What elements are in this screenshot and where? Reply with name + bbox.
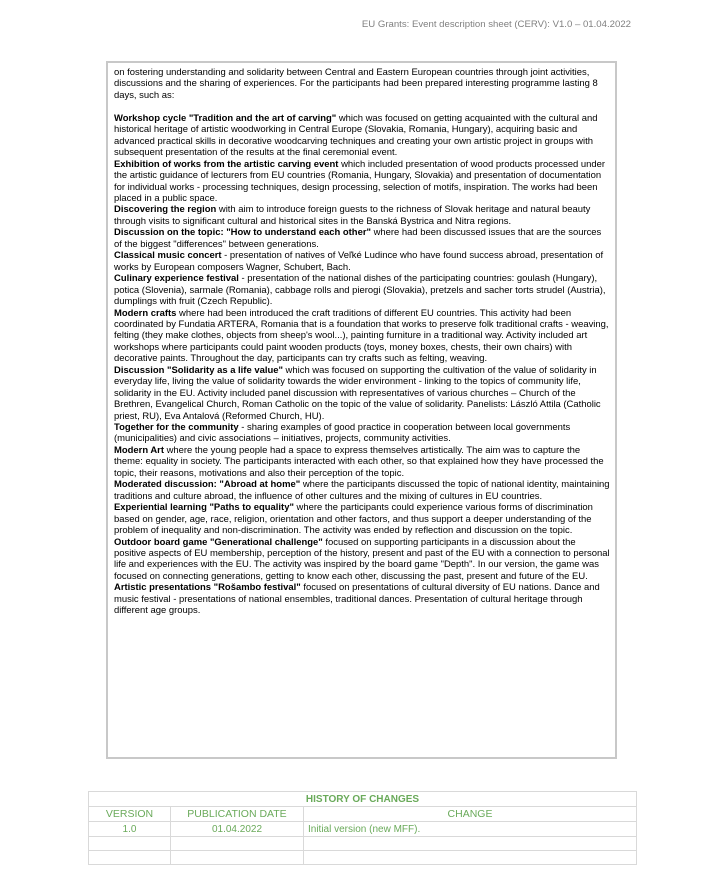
activity-paragraph xyxy=(114,422,610,445)
activity-text: - presentation of natives of Veľké Ludince who have found success abroad, presentation of works by European composers Wagner, Schubert, Bach. xyxy=(114,250,604,273)
empty-table-row xyxy=(89,851,637,865)
document-header: EU Grants: Event description sheet (CERV): V1.0 – 01.04.2022 xyxy=(361,19,631,30)
intro-paragraph: on fostering understanding and solidarity between Central and Eastern European countries through joint activities, discussions and the sharing of experiences. For the participants had been prepared interesting programme lasting 8 days, such as: xyxy=(114,67,598,101)
change-cell: Initial version (new MFF). xyxy=(304,822,637,837)
activity-title: Modern crafts xyxy=(114,307,177,319)
activity-title: Modern Art xyxy=(114,444,164,456)
activity-title: Classical music concert xyxy=(114,250,222,262)
activity-text: which was focused on supporting the cultivation of the value of solidarity in everyday life, living the value of solidarity towards the wider environment - linking to the topics of community life, solidarity in the EU. Activity included panel discussion with representatives of various churches – Church of the Brethren, Evangelical Church, Roman Catholic on the topic of the value of solidarity. Panelists: László Attila (Catholic priest, RU), Eva Antalová (Reformed Church, HU). xyxy=(114,364,601,422)
activity-text: focused on presentations of cultural diversity of EU nations. Dance and music festival - presentations of national ensembles, traditional dances. Presentation of cultural heritage through different age groups. xyxy=(114,582,600,617)
empty-table-row xyxy=(89,837,637,851)
activity-text: where the participants could experience various forms of discrimination based on gender, age, race, religion, orientation and other factors, and thus support a deeper understanding of the problem of inequality and non-discrimination. The activity was ended by reflection and discussion on the topic. xyxy=(114,502,593,537)
column-header-publication-date: PUBLICATION DATE xyxy=(171,807,304,822)
activity-paragraph xyxy=(114,582,610,616)
activity-paragraph xyxy=(114,479,610,502)
activity-text: where had been introduced the craft traditions of different EU countries. This activity had been coordinated by Fundatia ARTERA, Romania that is a foundation that works to preserve folk traditional crafts - weaving, felting (they make clothes, objects from sheep's wool...), painting furniture in a traditional way. Activity included art workshops where participants could paint wooden products (toys, money boxes, chests, their own chairs) with decorative paints. Throughout the day, participants can try crafts such as felting, weaving. xyxy=(114,307,609,365)
activity-title: Culinary experience festival xyxy=(114,273,239,285)
activity-text: where had been discussed issues that are the sources of the biggest "differences" between generations. xyxy=(114,227,602,250)
activity-list xyxy=(114,113,610,617)
activity-text: which was focused on getting acquainted with the cultural and historical heritage of artistic woodworking in Central Europe (Slovakia, Romania, Hungary), acquiring basic and advanced practical skills in decorative woodcarving techniques and creating your own artistic project in groups with subsequent presentation of the results at the final ceremonial event. xyxy=(114,112,598,159)
paragraph-gap xyxy=(114,101,610,112)
activity-title: Together for the community xyxy=(114,422,239,434)
activity-paragraph xyxy=(114,445,610,479)
column-header-change: CHANGE xyxy=(304,807,637,822)
activity-paragraph xyxy=(114,204,610,227)
activity-text: - presentation of the national dishes of the participating countries: goulash (Hungary), potica (Slovenia), sarmale (Romania), cabbage rolls and pierogi (Slovakia), pretzels and sacher torts strudel (Austria), dumplings with fruit (Czech Republic). xyxy=(114,273,606,308)
activity-paragraph xyxy=(114,273,610,307)
column-header-version: VERSION xyxy=(89,807,171,822)
event-description-box xyxy=(106,61,617,759)
activity-title: Artistic presentations "Rošambo festival" xyxy=(114,582,301,594)
publication-date-cell: 01.04.2022 xyxy=(171,822,304,837)
version-cell: 1.0 xyxy=(89,822,171,837)
table-row xyxy=(89,822,637,837)
activity-paragraph xyxy=(114,537,610,583)
history-of-changes-table xyxy=(88,791,637,865)
activity-title: Experiential learning "Paths to equality" xyxy=(114,502,294,514)
activity-text: - sharing examples of good practice in cooperation between local governments (municipalities) and civic associations – initiatives, projects, community activities. xyxy=(114,422,571,445)
activity-paragraph xyxy=(114,113,610,159)
activity-paragraph xyxy=(114,250,610,273)
activity-text: where the participants discussed the topic of national identity, maintaining traditions and culture abroad, the influence of other cultures and the mixing of cultures in EU countries. xyxy=(114,479,610,502)
activity-paragraph xyxy=(114,227,610,250)
activity-paragraph xyxy=(114,502,610,536)
activity-text: focused on supporting participants in a discussion about the positive aspects of EU membership, perception of the history, present and past of the EU with a connection to personal life and experiences with the EU. The activity was inspired by the board game "Depth". In our version, the game was focused on connecting generations, getting to know each other, discussing the past, present and future of the EU. xyxy=(114,536,610,582)
activity-title: Workshop cycle "Tradition and the art of carving" xyxy=(114,112,337,124)
activity-paragraph xyxy=(114,365,610,422)
activity-text: which included presentation of wood products processed under the artistic guidance of lecturers from EU countries (Romania, Hungary, Slovakia) and presentation of documentation for individual works - processing techniques, design processing, selection of motifs, inspiration. The works had been placed in a public space. xyxy=(114,158,605,204)
activity-title: Discussion "Solidarity as a life value" xyxy=(114,364,283,376)
activity-text: where the young people had a space to express themselves artistically. The aim was to capture the theme: equality in society. The participants interacted with each other, so that explained how they have processed the topic, their reasons, motivations and also their perception of the topic. xyxy=(114,444,604,479)
history-title: HISTORY OF CHANGES xyxy=(89,792,637,807)
activity-title: Exhibition of works from the artistic carving event xyxy=(114,158,339,170)
activity-text: with aim to introduce foreign guests to the richness of Slovak heritage and natural beauty through visits to significant cultural and historical sites in the Banská Bystrica and Nitra regions. xyxy=(114,204,591,227)
activity-title: Discussion on the topic: "How to understand each other" xyxy=(114,227,371,239)
activity-title: Moderated discussion: "Abroad at home" xyxy=(114,479,301,491)
activity-paragraph xyxy=(114,308,610,365)
activity-title: Discovering the region xyxy=(114,204,217,216)
activity-title: Outdoor board game "Generational challenge" xyxy=(114,536,323,548)
activity-paragraph xyxy=(114,159,610,205)
